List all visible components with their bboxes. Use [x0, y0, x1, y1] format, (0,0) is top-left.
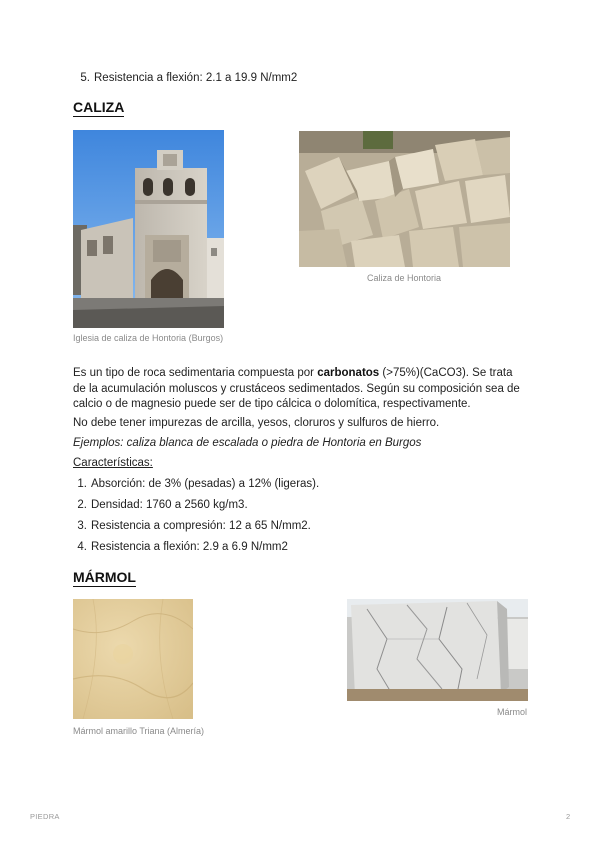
list-text: Resistencia a compresión: 12 a 65 N/mm2. — [91, 520, 311, 532]
list-text: Resistencia a flexión: 2.1 a 19.9 N/mm2 — [94, 72, 298, 84]
description-bold: carbonatos — [317, 367, 380, 379]
list-number: 1. — [77, 478, 87, 490]
caliza-description — [73, 366, 528, 413]
limestone-blocks-image — [299, 131, 510, 267]
feature-item — [73, 520, 311, 532]
footer-section-label: PIEDRA — [30, 812, 60, 821]
section-heading-marmol: MÁRMOL — [73, 569, 136, 585]
caliza-features-label: Características: — [73, 457, 153, 469]
church-caption: Iglesia de caliza de Hontoria (Burgos) — [73, 333, 224, 343]
limestone-blocks-caption: Caliza de Hontoria — [367, 273, 442, 283]
prev-list-item — [76, 72, 297, 84]
list-number: 2. — [77, 499, 87, 511]
yellow-marble-image — [73, 599, 193, 719]
caliza-impurities: No debe tener impurezas de arcilla, yesos, cloruros y sulfuros de hierro. — [73, 417, 440, 429]
list-number: 3. — [77, 520, 87, 532]
footer-page-number: 2 — [566, 812, 571, 821]
list-text: Absorción: de 3% (pesadas) a 12% (ligeras). — [91, 478, 320, 490]
list-number: 4. — [77, 541, 87, 553]
list-text: Resistencia a flexión: 2.9 a 6.9 N/mm2 — [91, 541, 288, 553]
marble-block-caption: Mármol — [497, 707, 528, 717]
description-pre: Es un tipo de roca sedimentaria compuesta por — [73, 367, 318, 379]
marble-block-image — [347, 599, 528, 701]
list-text: Densidad: 1760 a 2560 kg/m3. — [91, 499, 248, 511]
description-post: (>75%)(CaCO3). Se trata de la acumulación moluscos y crustáceos sedimentados. Según su composición sea de calcio o de magnesio puede ser de tipo cálcica o dolomítica, respectivamente. — [73, 367, 520, 410]
feature-item — [73, 478, 319, 490]
yellow-marble-caption: Mármol amarillo Triana (Almería) — [73, 726, 205, 736]
list-number: 5. — [80, 72, 90, 84]
section-heading-caliza: CALIZA — [73, 99, 125, 115]
church-image — [73, 130, 224, 328]
feature-item — [73, 541, 288, 553]
feature-item — [73, 499, 248, 511]
caliza-examples: Ejemplos: caliza blanca de escalada o piedra de Hontoria en Burgos — [73, 437, 422, 449]
